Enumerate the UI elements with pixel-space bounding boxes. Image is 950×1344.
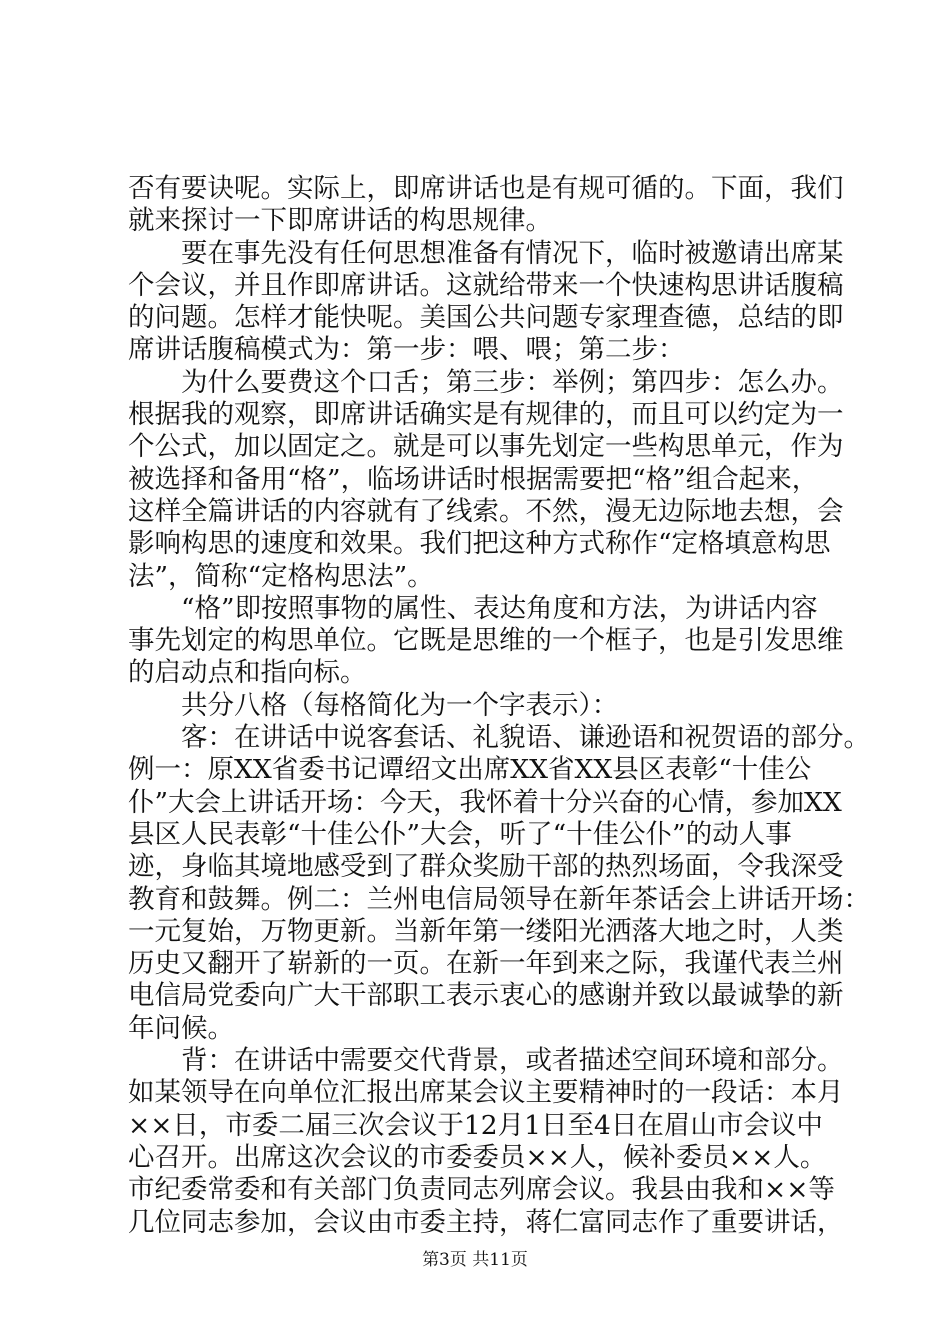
text-line: 根据我的观察，即席讲话确实是有规律的，而且可以约定为一 — [128, 399, 844, 431]
text-line: 年问候。 — [128, 1012, 234, 1044]
text-line: 心召开。出席这次会议的市委委员××人，候补委员××人。 — [128, 1141, 827, 1173]
text-line: 否有要诀呢。实际上，即席讲话也是有规可循的。下面，我们 — [128, 173, 844, 204]
text-line: 县区人民表彰“十佳公仆”大会，听了“十佳公仆”的动人事 — [128, 818, 792, 850]
text-line: 如某领导在向单位汇报出席某会议主要精神时的一段话：本月 — [128, 1077, 844, 1109]
text-line: 历史又翻开了崭新的一页。在新一年到来之际，我谨代表兰州 — [128, 948, 844, 980]
text-line: 一元复始，万物更新。当新年第一缕阳光洒落大地之时，人类 — [128, 915, 844, 947]
text-line: “格”即按照事物的属性、表达角度和方法，为讲话内容 — [181, 592, 818, 624]
text-line: 迹，身临其境地感受到了群众奖励干部的热烈场面，令我深受 — [128, 851, 844, 883]
text-line: 共分八格（每格简化为一个字表示）： — [181, 689, 619, 721]
text-line: 法”，简称“定格构思法”。 — [128, 560, 434, 592]
text-line: 席讲话腹稿模式为：第一步：喂、喂；第二步： — [128, 334, 685, 366]
text-line: 背：在讲话中需要交代背景，或者描述空间环境和部分。 — [181, 1045, 844, 1077]
text-line: 个会议，并且作即席讲话。这就给带来一个快速构思讲话腹稿 — [128, 269, 844, 301]
text-line: 就来探讨一下即席讲话的构思规律。 — [128, 205, 552, 237]
text-line: 教育和鼓舞。例二：兰州电信局领导在新年茶话会上讲话开场： — [128, 883, 870, 915]
text-line: 要在事先没有任何思想准备有情况下，临时被邀请出席某 — [181, 237, 844, 269]
text-line: 的问题。怎样才能快呢。美国公共问题专家理查德，总结的即 — [128, 302, 844, 334]
text-line: 这样全篇讲话的内容就有了线索。不然，漫无边际地去想，会 — [128, 495, 844, 527]
text-line: 影响构思的速度和效果。我们把这种方式称作“定格填意构思 — [128, 528, 831, 560]
document-body — [128, 173, 870, 1239]
text-line: 仆”大会上讲话开场：今天，我怀着十分兴奋的心情，参加XX — [128, 786, 842, 818]
text-line: 几位同志参加，会议由市委主持，蒋仁富同志作了重要讲话， — [128, 1206, 844, 1238]
text-line: 市纪委常委和有关部门负责同志列席会议。我县由我和××等 — [128, 1174, 835, 1206]
text-line: 客：在讲话中说客套话、礼貌语、谦逊语和祝贺语的部分。 — [181, 722, 870, 754]
text-line: 被选择和备用“格”，临场讲话时根据需要把“格”组合起来， — [128, 463, 819, 495]
page-footer: 第3页 共11页 — [422, 1250, 528, 1270]
text-line: ××日，市委二届三次会议于12月1日至4日在眉山市会议中 — [128, 1109, 823, 1141]
text-line: 为什么要费这个口舌；第三步：举例；第四步：怎么办。 — [181, 366, 844, 398]
text-line: 电信局党委向广大干部职工表示衷心的感谢并致以最诚挚的新 — [128, 980, 844, 1012]
text-line: 事先划定的构思单位。它既是思维的一个框子，也是引发思维 — [128, 625, 844, 657]
text-line: 的启动点和指向标。 — [128, 657, 367, 689]
text-line: 个公式，加以固定之。就是可以事先划定一些构思单元，作为 — [128, 431, 844, 463]
text-line: 例一：原XX省委书记谭绍文出席XX省XX县区表彰“十佳公 — [128, 754, 812, 786]
